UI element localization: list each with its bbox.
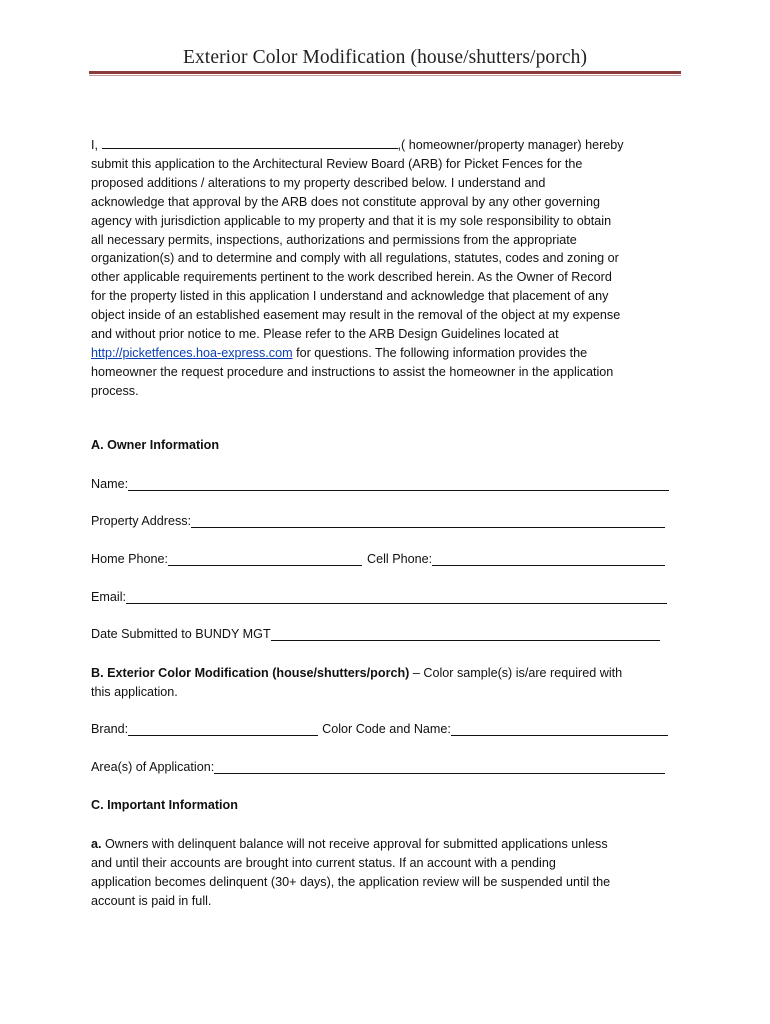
email-blank[interactable] <box>126 592 667 604</box>
intro-line: all necessary permits, inspections, authorizations and permissions from the appropriate <box>91 232 577 247</box>
email-label: Email: <box>91 590 126 604</box>
intro-line: and without prior notice to me. Please refer to the ARB Design Guidelines located at <box>91 327 559 342</box>
section-b-line2: this application. <box>91 684 178 699</box>
cell-phone-label: Cell Phone: <box>367 552 433 566</box>
title-rule <box>89 71 681 74</box>
section-a-heading: A. Owner Information <box>91 438 220 452</box>
page-title: Exterior Color Modification (house/shutters/porch) <box>182 47 588 68</box>
intro-line: process. <box>91 383 139 398</box>
item-line: application becomes delinquent (30+ days), the application review will be suspended until the <box>91 874 611 889</box>
address-blank[interactable] <box>191 516 665 528</box>
name-field <box>91 477 669 491</box>
item-line: account is paid in full. <box>91 893 212 908</box>
intro-paragraph <box>91 136 681 401</box>
intro-line: submit this application to the Architectural Review Board (ARB) for Picket Fences for the <box>91 156 583 171</box>
intro-line: homeowner the request procedure and instructions to assist the homeowner in the application <box>91 364 614 379</box>
brand-color-field <box>91 722 668 736</box>
cell-phone-blank[interactable] <box>432 554 665 566</box>
color-label: Color Code and Name: <box>322 722 451 736</box>
title-rule-thin <box>89 75 681 76</box>
section-c-heading: C. Important Information <box>91 798 238 812</box>
date-label: Date Submitted to BUNDY MGT <box>91 627 271 641</box>
intro-line: for the property listed in this application I understand and acknowledge that placement of any <box>91 289 609 304</box>
section-b-heading-rest: – Color sample(s) is/are required with <box>409 666 623 680</box>
area-blank[interactable] <box>214 762 665 774</box>
important-info-item <box>91 835 681 911</box>
intro-suffix: ,( homeowner/property manager) hereby <box>397 138 624 152</box>
intro-line: acknowledge that approval by the ARB does not constitute approval by any other governing <box>91 194 600 209</box>
home-phone-blank[interactable] <box>168 554 362 566</box>
address-field <box>91 514 665 528</box>
intro-prefix: I, <box>91 138 98 152</box>
date-field <box>91 627 660 641</box>
brand-blank[interactable] <box>128 724 318 736</box>
address-label: Property Address: <box>91 514 192 528</box>
arb-website-link[interactable]: http://picketfences.hoa-express.com <box>91 345 293 360</box>
section-b-heading: B. Exterior Color Modification (house/shutters/porch) <box>91 666 410 680</box>
item-marker: a. <box>91 837 102 851</box>
intro-line: organization(s) and to determine and comply with all regulations, statutes, codes and zoning or <box>91 251 619 266</box>
intro-link-after: for questions. The following information provides the <box>292 345 588 360</box>
intro-line: proposed additions / alterations to my property described below. I understand and <box>91 175 546 190</box>
area-label: Area(s) of Application: <box>91 760 215 774</box>
name-label: Name: <box>91 477 129 491</box>
section-b <box>91 664 681 702</box>
home-phone-label: Home Phone: <box>91 552 169 566</box>
date-blank[interactable] <box>271 629 660 641</box>
brand-label: Brand: <box>91 722 129 736</box>
name-blank[interactable] <box>128 479 669 491</box>
intro-line: object inside of an established easement may result in the removal of the object at my expense <box>91 308 621 323</box>
area-field <box>91 760 665 774</box>
color-blank[interactable] <box>451 724 668 736</box>
phone-field <box>91 552 665 566</box>
intro-line: agency with jurisdiction applicable to my property and that it is my sole responsibility to obtain <box>91 213 612 228</box>
item-line: and until their accounts are brought into current status. If an account with a pending <box>91 855 556 870</box>
intro-line: other applicable requirements pertinent to the work described herein. As the Owner of Record <box>91 270 612 285</box>
email-field <box>91 590 667 604</box>
owner-name-blank[interactable] <box>102 137 398 149</box>
item-line: Owners with delinquent balance will not receive approval for submitted applications unless <box>101 837 608 851</box>
